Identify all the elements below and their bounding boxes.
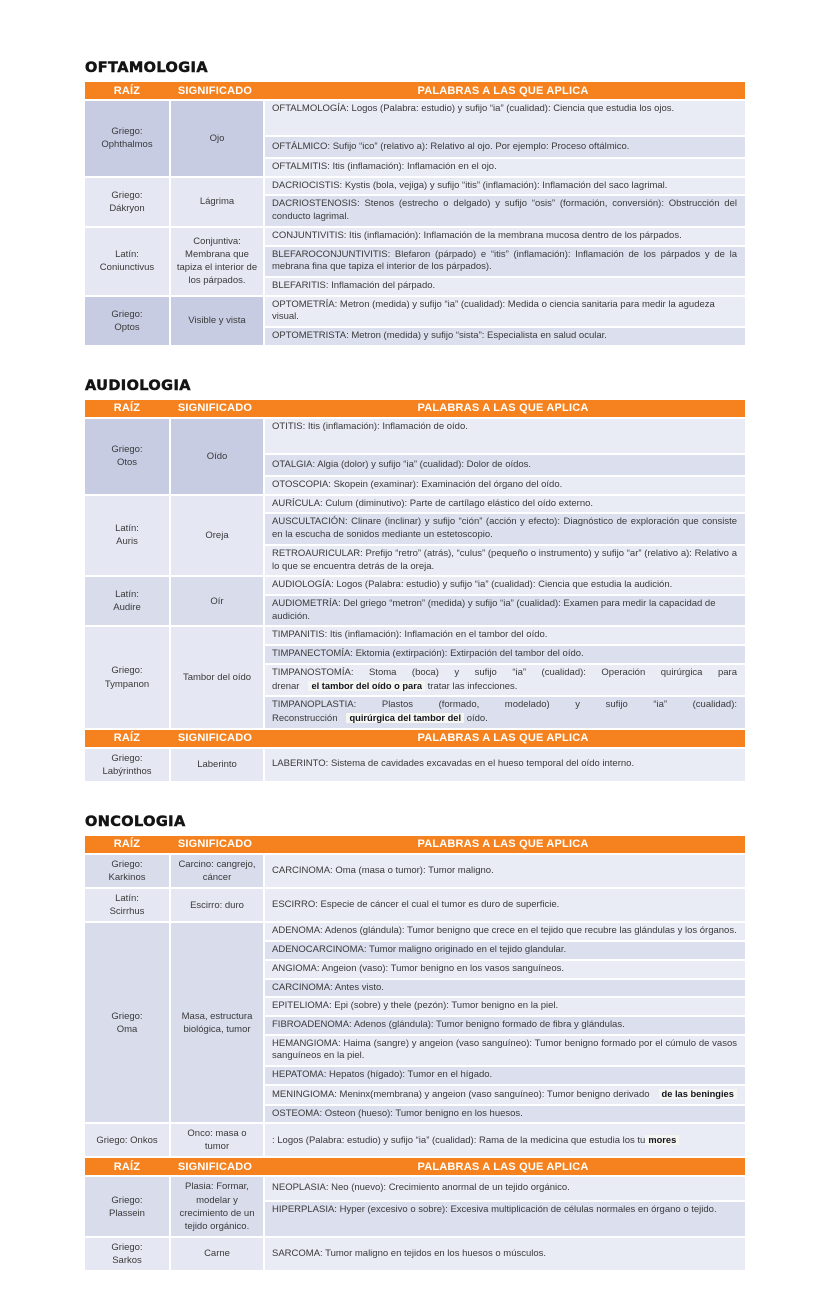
term-definition [272,1134,737,1148]
word-row [265,419,745,453]
word-rows [265,855,745,887]
word-rows [265,923,745,1122]
term-definition: HEPATOMA: Hepatos (hígado): Tumor en el hígado. [272,1069,493,1081]
raiz-cell [85,1238,169,1270]
significado-cell: Plasia: Formar, modelar y crecimiento de un tejido orgánico. [171,1177,263,1235]
word-rows [265,1238,745,1270]
table-title-audiologia: AUDIOLOGIA [85,377,191,394]
raiz-cell [85,101,169,176]
term-definition: ANGIOMA: Angeion (vaso): Tumor benigno en los vasos sanguíneos. [272,962,565,974]
raiz-cell [85,855,169,887]
raiz-text: Scirrhus [109,906,145,918]
root-group [85,749,745,781]
word-row [265,101,745,135]
word-row [265,1086,745,1104]
column-header-row [85,730,745,747]
significado-cell: Oír [171,577,263,625]
column-header-raiz: RAÍZ [113,402,141,415]
significado-cell: Escirro: duro [171,889,263,921]
raiz-text: Coniunctivus [99,262,155,274]
table-section-audiologia [85,378,745,781]
term-definition: BLEFAROCONJUNTIVITIS: Blefaron (párpado) e “itis” (inflamación): Inflamación de los párpados y de la mebrana fina que tapiza el interior de los párpados). [272,248,737,273]
word-rows [265,889,745,921]
raiz-text: Griego: [111,752,143,764]
word-row [265,1202,745,1236]
term-definition: NEOPLASIA: Neo (nuevo): Crecimiento anormal de un tejido orgánico. [272,1182,570,1194]
term-definition: TIMPANITIS: Itis (inflamación): Inflamación en el tambor del oído. [272,629,548,641]
significado-cell: Oído [171,419,263,494]
word-rows [265,577,745,625]
word-row [265,1017,745,1034]
raiz-cell [85,627,169,727]
word-row [265,137,745,157]
term-definition: FIBROADENOMA: Adenos (glándula): Tumor benigno formado de fibra y glándulas. [272,1018,625,1030]
term-definition: CARCINOMA: Oma (masa o tumor): Tumor maligno. [272,864,494,876]
word-row [265,889,745,921]
word-row [265,455,745,475]
raiz-text: Griego: [111,1010,143,1022]
column-header-raiz: RAÍZ [113,838,141,851]
term-definition: OTALGIA: Algia (dolor) y sufijo “ia” (cualidad): Dolor de oídos. [272,458,532,470]
word-rows [265,496,745,576]
column-header-row [85,1158,745,1175]
raiz-text: Audire [113,602,141,614]
word-row [265,961,745,978]
raiz-text: Griego: [111,1194,143,1206]
word-row [265,228,745,245]
raiz-text: Otos [116,457,138,469]
tables-container [85,60,745,1270]
term-definition: OFTALMITIS: Itis (inflamación): Inflamación en el ojo. [272,161,497,172]
word-row [265,923,745,940]
word-row [265,546,745,575]
word-row [265,998,745,1015]
raiz-text: Plassein [109,1207,145,1219]
word-row [265,477,745,494]
table-title-oftamologia: OFTAMOLOGIA [85,60,208,76]
word-rows [265,228,745,295]
word-row [265,646,745,663]
definition-text: MENINGIOMA: Meninx(membrana) y angeion (vaso sanguíneo): Tumor benigno derivado [272,1088,650,1100]
term-definition: AURÍCULA: Culum (diminutivo): Parte de cartílago elástico del oído externo. [272,497,594,509]
word-rows [265,297,745,345]
word-row [265,196,745,225]
word-row [265,159,745,176]
raiz-text: Dákryon [109,202,145,214]
table-section-oftamologia [85,60,745,345]
root-group [85,1177,745,1235]
definition-text: tratar las infecciones. [425,680,518,692]
word-row [265,1238,745,1270]
table-oftamologia [85,82,745,345]
raiz-text: Karkinos [108,872,146,884]
root-group [85,855,745,887]
word-row [265,247,745,276]
raiz-text: Auris [116,536,138,548]
term-definition: ADENOMA: Adenos (glándula): Tumor benigno que crece en el tejido que recubre las glándulas y los órganos. [272,925,737,937]
root-group [85,1124,745,1156]
root-group [85,101,745,176]
raiz-cell [85,178,169,226]
root-group [85,496,745,576]
significado-cell: Oreja [171,496,263,576]
word-row [265,942,745,959]
significado-cell: Conjuntiva: Membrana que tapiza el interior de los párpados. [171,228,263,295]
raiz-cell [85,1177,169,1235]
term-definition: HEMANGIOMA: Haima (sangre) y angeion (vaso sanguíneo): Tumor benigno formado por el cúmulo de vasos sanguíneos en la piel. [272,1037,737,1062]
definition-text: oído. [464,712,488,724]
term-definition: OTITIS: Itis (inflamación): Inflamación de oído. [272,420,468,432]
raiz-text: Griego: [111,665,143,677]
raiz-cell [85,297,169,345]
bold-overlay-text: el tambor del oído o para [308,681,425,691]
column-header-row [85,836,745,853]
column-header-palabras: PALABRAS A LAS QUE APLICA [417,838,589,851]
root-group [85,923,745,1122]
column-header-raiz: RAÍZ [113,1160,141,1173]
term-definition: CONJUNTIVITIS: Itis (inflamación): Inflamación de la membrana mucosa dentro de los párpados. [272,229,682,241]
raiz-cell [85,749,169,781]
significado-cell: Carne [171,1238,263,1270]
column-header-raiz: RAÍZ [113,732,141,745]
term-definition: AUSCULTACIÓN: Clinare (inclinar) y sufijo “ción” (acción y efecto): Diagnóstico de exploración que consiste en la escucha de sonidos mediante un estetoscopio. [272,516,737,541]
word-row [265,855,745,887]
raiz-text: Griego: Onkos [96,1134,158,1146]
column-header-significado: SIGNIFICADO [177,1160,253,1173]
word-rows [265,627,745,727]
significado-cell: Tambor del oído [171,627,263,727]
column-header-palabras: PALABRAS A LAS QUE APLICA [417,402,589,415]
term-definition: BLEFARITIS: Inflamación del párpado. [272,280,436,292]
significado-cell: Onco: masa o tumor [171,1124,263,1156]
term-definition: OFTALMOLOGÍA: Logos (Palabra: estudio) y sufijo “ia” (cualidad): Ciencia que estudia los ojos. [272,103,675,114]
bold-overlay-text: quirúrgica del tambor del [346,713,464,723]
root-group [85,889,745,921]
definition-text: TIMPANOSTOMÍA: Stoma (boca) y sufijo “ia” (cualidad): Operación quirúrgica para drenar [272,666,737,692]
table-audiologia [85,400,745,781]
term-definition: DACRIOCISTIS: Kystis (bola, vejiga) y sufijo “itis” (inflamación): Inflamación del saco lagrimal. [272,179,668,191]
definition-text: TIMPANOPLASTIA: Plastos (formado, modelado) y sufijo “ia” (cualidad): Reconstrucción [272,699,737,724]
bold-overlay-text: mores [645,1135,679,1145]
raiz-text: Optos [114,321,140,333]
column-header-palabras: PALABRAS A LAS QUE APLICA [417,84,589,97]
term-definition: TIMPANECTOMÍA: Ektomia (extirpación): Extirpación del tambor del oído. [272,648,584,660]
word-row [265,178,745,195]
word-rows [265,1124,745,1156]
word-row [265,1036,745,1065]
column-header-raiz: RAÍZ [113,84,141,97]
term-definition: RETROAURICULAR: Prefijo “retro” (atrás), “culus” (pequeño o instrumento) y sufijo “ar” (relativo a): Relativo a lo que se encuentra detrás de la oreja. [272,547,737,572]
raiz-cell [85,1124,169,1156]
significado-cell: Ojo [171,101,263,176]
raiz-text: Labýrinthos [102,765,152,777]
raiz-text: Latín: [115,589,139,601]
bold-overlay-text: de las beningies [659,1089,737,1099]
raiz-cell [85,889,169,921]
significado-cell: Masa, estructura biológica, tumor [171,923,263,1122]
word-row [265,514,745,543]
word-rows [265,101,745,176]
raiz-text: Griego: [111,444,143,456]
word-rows [265,419,745,494]
raiz-cell [85,419,169,494]
term-definition: ADENOCARCINOMA: Tumor maligno originado en el tejido glandular. [272,944,567,956]
raiz-cell [85,496,169,576]
word-row [265,627,745,644]
word-row [265,697,745,727]
word-rows [265,1177,745,1235]
term-definition: OFTÁLMICO: Sufijo “ico” (relativo a): Relativo al ojo. Por ejemplo: Proceso oftálmico. [272,140,630,152]
term-definition: EPITELIOMA: Epi (sobre) y thele (pezón): Tumor benigno en la piel. [272,1000,559,1012]
word-row [265,980,745,997]
column-header-significado: SIGNIFICADO [177,84,253,97]
term-definition: LABERINTO: Sistema de cavidades excavadas en el hueso temporal del oído interno. [272,758,635,770]
column-header-significado: SIGNIFICADO [177,402,253,415]
term-definition: SARCOMA: Tumor maligno en tejidos en los huesos o músculos. [272,1247,547,1259]
column-header-significado: SIGNIFICADO [177,732,253,745]
word-row [265,278,745,295]
table-oncologia [85,836,745,1270]
word-row [265,1106,745,1123]
term-definition: OPTOMETRISTA: Metron (medida) y sufijo “sista”: Especialista en salud ocular. [272,330,607,342]
term-definition [272,699,737,725]
term-definition: AUDIOMETRÍA: Del griego “metron” (medida) y sufijo “ia” (cualidad): Examen para medir la capacidad de audición. [272,597,716,622]
raiz-cell [85,923,169,1122]
word-row [265,665,745,695]
raiz-text: Sarkos [112,1255,142,1267]
term-definition: ESCIRRO: Especie de cáncer el cual el tumor es duro de superficie. [272,898,560,910]
term-definition: HIPERPLASIA: Hyper (excesivo o sobre): Excesiva multiplicación de células normales en órgano o tejido. [272,1203,717,1215]
raiz-text: Latín: [115,893,139,905]
raiz-cell [85,577,169,625]
raiz-text: Latín: [115,523,139,535]
raiz-text: Oma [116,1023,138,1035]
term-definition: AUDIOLOGÍA: Logos (Palabra: estudio) y sufijo “ia” (cualidad): Ciencia que estudia la audición. [272,579,673,591]
column-header-row [85,400,745,417]
root-group [85,228,745,295]
table-section-oncologia [85,814,745,1270]
word-row [265,1124,745,1156]
definition-text: : Logos (Palabra: estudio) y sufijo “ia” (cualidad): Rama de la medicina que estudia los tu [272,1134,646,1146]
raiz-text: Griego: [111,189,143,201]
raiz-text: Griego: [111,1241,143,1253]
word-row [265,749,745,781]
root-group [85,1238,745,1270]
significado-cell: Carcino: cangrejo, cáncer [171,855,263,887]
significado-cell: Visible y vista [171,297,263,345]
word-row [265,596,745,625]
raiz-text: Tympanon [104,678,150,690]
term-definition: OSTEOMA: Osteon (hueso): Tumor benigno en los huesos. [272,1107,523,1119]
term-definition: OPTOMETRÍA: Metron (medida) y sufijo “ia” (cualidad): Medida o ciencia sanitaria para medir la agudeza visual. [272,298,715,323]
significado-cell: Laberinto [171,749,263,781]
significado-cell: Lágrima [171,178,263,226]
root-group [85,627,745,727]
word-row [265,1177,745,1199]
raiz-text: Griego: [111,126,143,138]
root-group [85,419,745,494]
word-row [265,496,745,513]
column-header-palabras: PALABRAS A LAS QUE APLICA [417,732,589,745]
table-title-oncologia: ONCOLOGIA [85,813,186,830]
term-definition: OTOSCOPIA: Skopein (examinar): Examinación del órgano del oído. [272,478,563,490]
term-definition: CARCINOMA: Antes visto. [272,981,384,993]
column-header-row [85,82,745,99]
word-row [265,297,745,326]
column-header-significado: SIGNIFICADO [177,838,253,851]
root-group [85,178,745,226]
word-row [265,577,745,594]
word-rows [265,178,745,226]
word-row [265,328,745,345]
raiz-text: Griego: [111,858,143,870]
raiz-text: Latín: [115,249,139,261]
word-rows [265,749,745,781]
root-group [85,297,745,345]
word-row [265,1067,745,1084]
term-definition: DACRIOSTENOSIS: Stenos (estrecho o delgado) y sufijo “osis” (formación, conversión): Obstrucción del conducto lagrimal. [272,198,737,223]
raiz-cell [85,228,169,295]
term-definition [272,1088,737,1102]
root-group [85,577,745,625]
raiz-text: Ophthalmos [101,139,153,151]
raiz-text: Griego: [111,308,143,320]
column-header-palabras: PALABRAS A LAS QUE APLICA [417,1160,589,1173]
term-definition [272,667,737,693]
